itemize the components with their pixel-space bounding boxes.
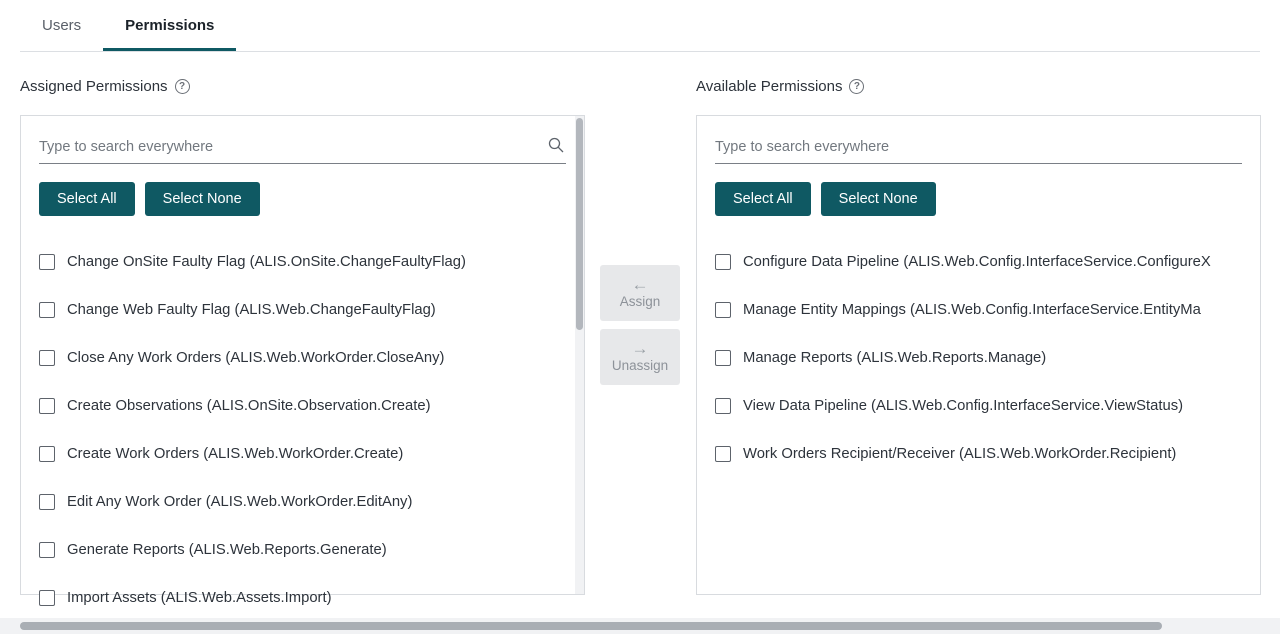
list-item[interactable] xyxy=(39,526,566,574)
assigned-list-scrollbar[interactable] xyxy=(575,116,584,594)
checkbox-icon[interactable] xyxy=(715,446,731,462)
list-item-label: Generate Reports (ALIS.Web.Reports.Generate) xyxy=(67,542,387,558)
list-item[interactable] xyxy=(39,238,566,286)
list-item-label: Create Observations (ALIS.OnSite.Observation.Create) xyxy=(67,398,431,414)
list-item[interactable] xyxy=(715,286,1242,334)
available-permissions-panel xyxy=(696,115,1261,595)
assigned-search-input[interactable] xyxy=(39,132,566,162)
available-select-all-button[interactable]: Select All xyxy=(715,182,811,216)
available-permissions-list xyxy=(715,238,1242,478)
list-item-label: Edit Any Work Order (ALIS.Web.WorkOrder.EditAny) xyxy=(67,494,413,510)
available-select-none-button[interactable]: Select None xyxy=(821,182,936,216)
list-item-label: Close Any Work Orders (ALIS.Web.WorkOrder.CloseAny) xyxy=(67,350,445,366)
checkbox-icon[interactable] xyxy=(715,350,731,366)
list-item[interactable] xyxy=(39,334,566,382)
checkbox-icon[interactable] xyxy=(39,254,55,270)
checkbox-icon[interactable] xyxy=(39,398,55,414)
list-item[interactable] xyxy=(39,478,566,526)
assigned-permissions-header xyxy=(20,78,190,95)
list-item[interactable] xyxy=(715,334,1242,382)
assigned-permissions-panel xyxy=(20,115,585,606)
list-item[interactable] xyxy=(39,382,566,430)
list-item-label: Change Web Faulty Flag (ALIS.Web.ChangeFaultyFlag) xyxy=(67,302,436,318)
available-search-input[interactable] xyxy=(715,132,1242,162)
checkbox-icon[interactable] xyxy=(715,302,731,318)
page-horizontal-scrollbar[interactable] xyxy=(0,618,1280,634)
assigned-select-none-button[interactable]: Select None xyxy=(145,182,260,216)
tab-permissions[interactable]: Permissions xyxy=(103,0,236,51)
tab-users[interactable]: Users xyxy=(20,0,103,51)
arrow-right-icon: → xyxy=(631,339,649,358)
list-item[interactable] xyxy=(39,574,566,622)
list-item[interactable] xyxy=(715,430,1242,478)
list-item-label: Configure Data Pipeline (ALIS.Web.Config.InterfaceService.ConfigureX xyxy=(743,254,1211,270)
list-item-label: Work Orders Recipient/Receiver (ALIS.Web.WorkOrder.Recipient) xyxy=(743,446,1177,462)
checkbox-icon[interactable] xyxy=(39,590,55,606)
list-item-label: View Data Pipeline (ALIS.Web.Config.InterfaceService.ViewStatus) xyxy=(743,398,1184,414)
unassign-button-label: Unassign xyxy=(611,358,669,373)
unassign-button[interactable] xyxy=(600,329,680,385)
assign-button-label: Assign xyxy=(619,294,661,309)
assigned-button-row xyxy=(39,182,566,216)
list-item[interactable] xyxy=(715,382,1242,430)
list-item-label: Change OnSite Faulty Flag (ALIS.OnSite.ChangeFaultyFlag) xyxy=(67,254,466,270)
checkbox-icon[interactable] xyxy=(39,350,55,366)
checkbox-icon[interactable] xyxy=(715,398,731,414)
available-button-row xyxy=(715,182,1242,216)
assign-button[interactable] xyxy=(600,265,680,321)
assigned-search-wrap xyxy=(39,132,566,164)
list-item-label: Create Work Orders (ALIS.Web.WorkOrder.Create) xyxy=(67,446,404,462)
available-search-wrap xyxy=(715,132,1242,164)
assigned-permissions-title: Assigned Permissions xyxy=(20,78,168,95)
transfer-controls xyxy=(600,265,680,393)
assigned-list-scrollbar-thumb[interactable] xyxy=(576,118,583,330)
help-circle-icon[interactable]: ? xyxy=(849,79,864,94)
checkbox-icon[interactable] xyxy=(39,494,55,510)
checkbox-icon[interactable] xyxy=(39,446,55,462)
list-item-label: Manage Reports (ALIS.Web.Reports.Manage) xyxy=(743,350,1047,366)
list-item[interactable] xyxy=(39,430,566,478)
list-item[interactable] xyxy=(39,286,566,334)
arrow-left-icon: ← xyxy=(631,275,649,294)
checkbox-icon[interactable] xyxy=(39,302,55,318)
available-permissions-title: Available Permissions xyxy=(696,78,843,95)
help-circle-icon[interactable]: ? xyxy=(175,79,190,94)
checkbox-icon[interactable] xyxy=(715,254,731,270)
checkbox-icon[interactable] xyxy=(39,542,55,558)
list-item-label: Manage Entity Mappings (ALIS.Web.Config.InterfaceService.EntityMa xyxy=(743,302,1201,318)
page-horizontal-scrollbar-thumb[interactable] xyxy=(20,622,1162,630)
assigned-select-all-button[interactable]: Select All xyxy=(39,182,135,216)
list-item-label: Import Assets (ALIS.Web.Assets.Import) xyxy=(67,590,332,606)
tab-bar xyxy=(20,0,1260,52)
list-item[interactable] xyxy=(715,238,1242,286)
assigned-permissions-list xyxy=(39,238,566,622)
available-permissions-header xyxy=(696,78,864,95)
